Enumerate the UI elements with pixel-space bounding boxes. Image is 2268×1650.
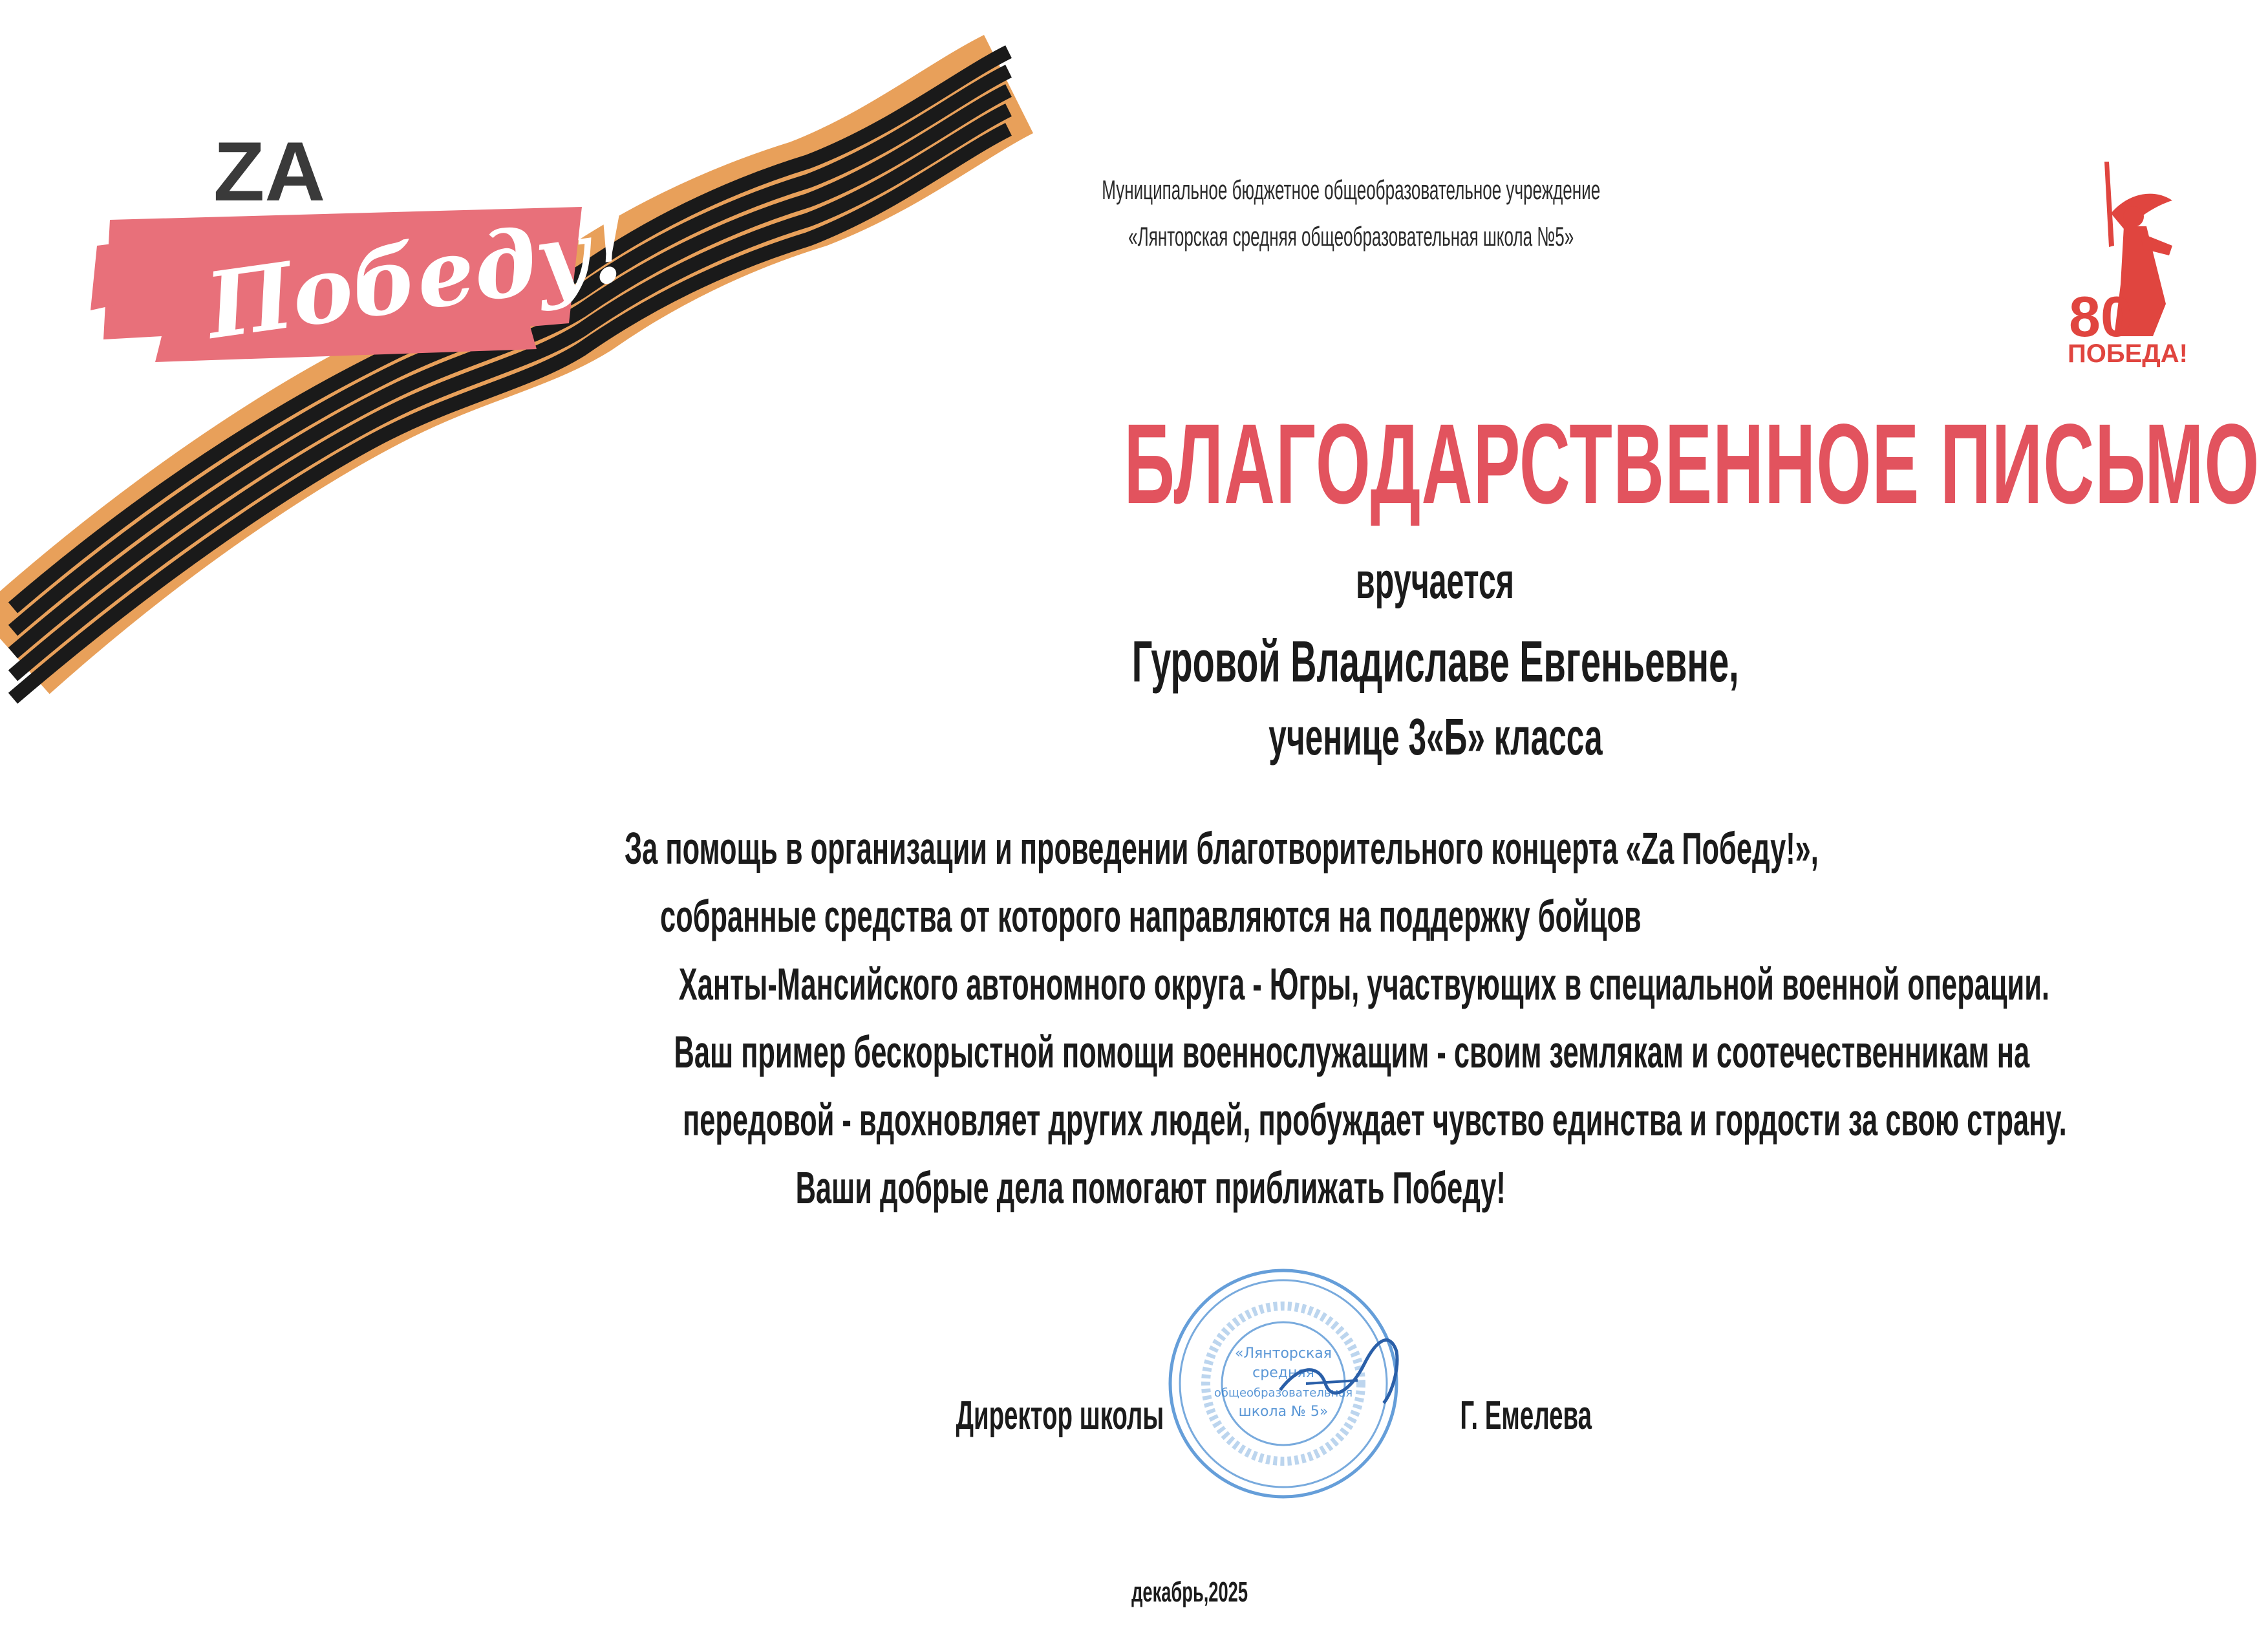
- brush-stroke: [91, 207, 582, 362]
- awarded-label: [776, 548, 2095, 613]
- document-title-text: БЛАГОДАРСТВЕННОЕ ПИСЬМО: [1124, 401, 2260, 528]
- stamp-text-line-3: общеобразовательная: [1214, 1386, 1353, 1400]
- institution-header: [769, 167, 1933, 260]
- document-date-text: декабрь,2025: [1131, 1576, 1248, 1608]
- signature-name: Г. Емелева: [1460, 1393, 1592, 1438]
- recipient-class-text: ученице 3«Б» класса: [1268, 708, 1603, 766]
- logo-pobedu-script: Победу!: [200, 195, 637, 360]
- document-title: [776, 400, 2260, 529]
- institution-line-2: «Лянторская средняя общеобразовательная школа №5»: [1128, 221, 1574, 252]
- stamp-text-line-4: школа № 5»: [1238, 1404, 1329, 1420]
- recipient-name-text: Гуровой Владиславе Евгеньевне,: [1131, 630, 1739, 694]
- motherland-statue-icon: [2104, 162, 2172, 336]
- signature-row: [892, 1384, 1616, 1448]
- logo-80-number: 80: [2069, 284, 2132, 348]
- victory-80-logo: [2068, 162, 2188, 368]
- signature-label: Директор школы: [956, 1393, 1164, 1438]
- awarded-text: вручается: [1356, 552, 1515, 609]
- document-date: [1060, 1570, 1319, 1615]
- logo-pobeda-caption: ПОБЕДА!: [2068, 339, 2188, 368]
- body-line-2: собранные средства от которого направляются на поддержку бойцов: [660, 891, 1642, 941]
- body-text: [259, 815, 2067, 1222]
- logo-za-text: ZA: [213, 124, 326, 219]
- institution-line-1: Муниципальное бюджетное общеобразовательное учреждение: [1102, 175, 1601, 205]
- recipient-class: [776, 698, 2095, 776]
- body-line-6: Ваши добрые дела помогают приближать Победу!: [795, 1162, 1506, 1213]
- stamp-text-line-2: средняя: [1252, 1365, 1314, 1381]
- body-line-1: За помощь в организации и проведении благотворительного концерта «Za Победу!»,: [624, 823, 1819, 873]
- recipient-name: [776, 623, 2095, 701]
- stamp-text-line-1: «Лянторская: [1235, 1345, 1332, 1362]
- body-line-4: Ваш пример бескорыстной помощи военнослужащим - своим землякам и соотечественникам на: [674, 1027, 2030, 1077]
- body-line-5: передовой - вдохновляет других людей, пробуждает чувство единства и гордости за свою страну.: [683, 1095, 2067, 1145]
- body-line-3: Ханты-Мансийского автономного округа - Югры, участвующих в специальной военной операции.: [678, 959, 2049, 1009]
